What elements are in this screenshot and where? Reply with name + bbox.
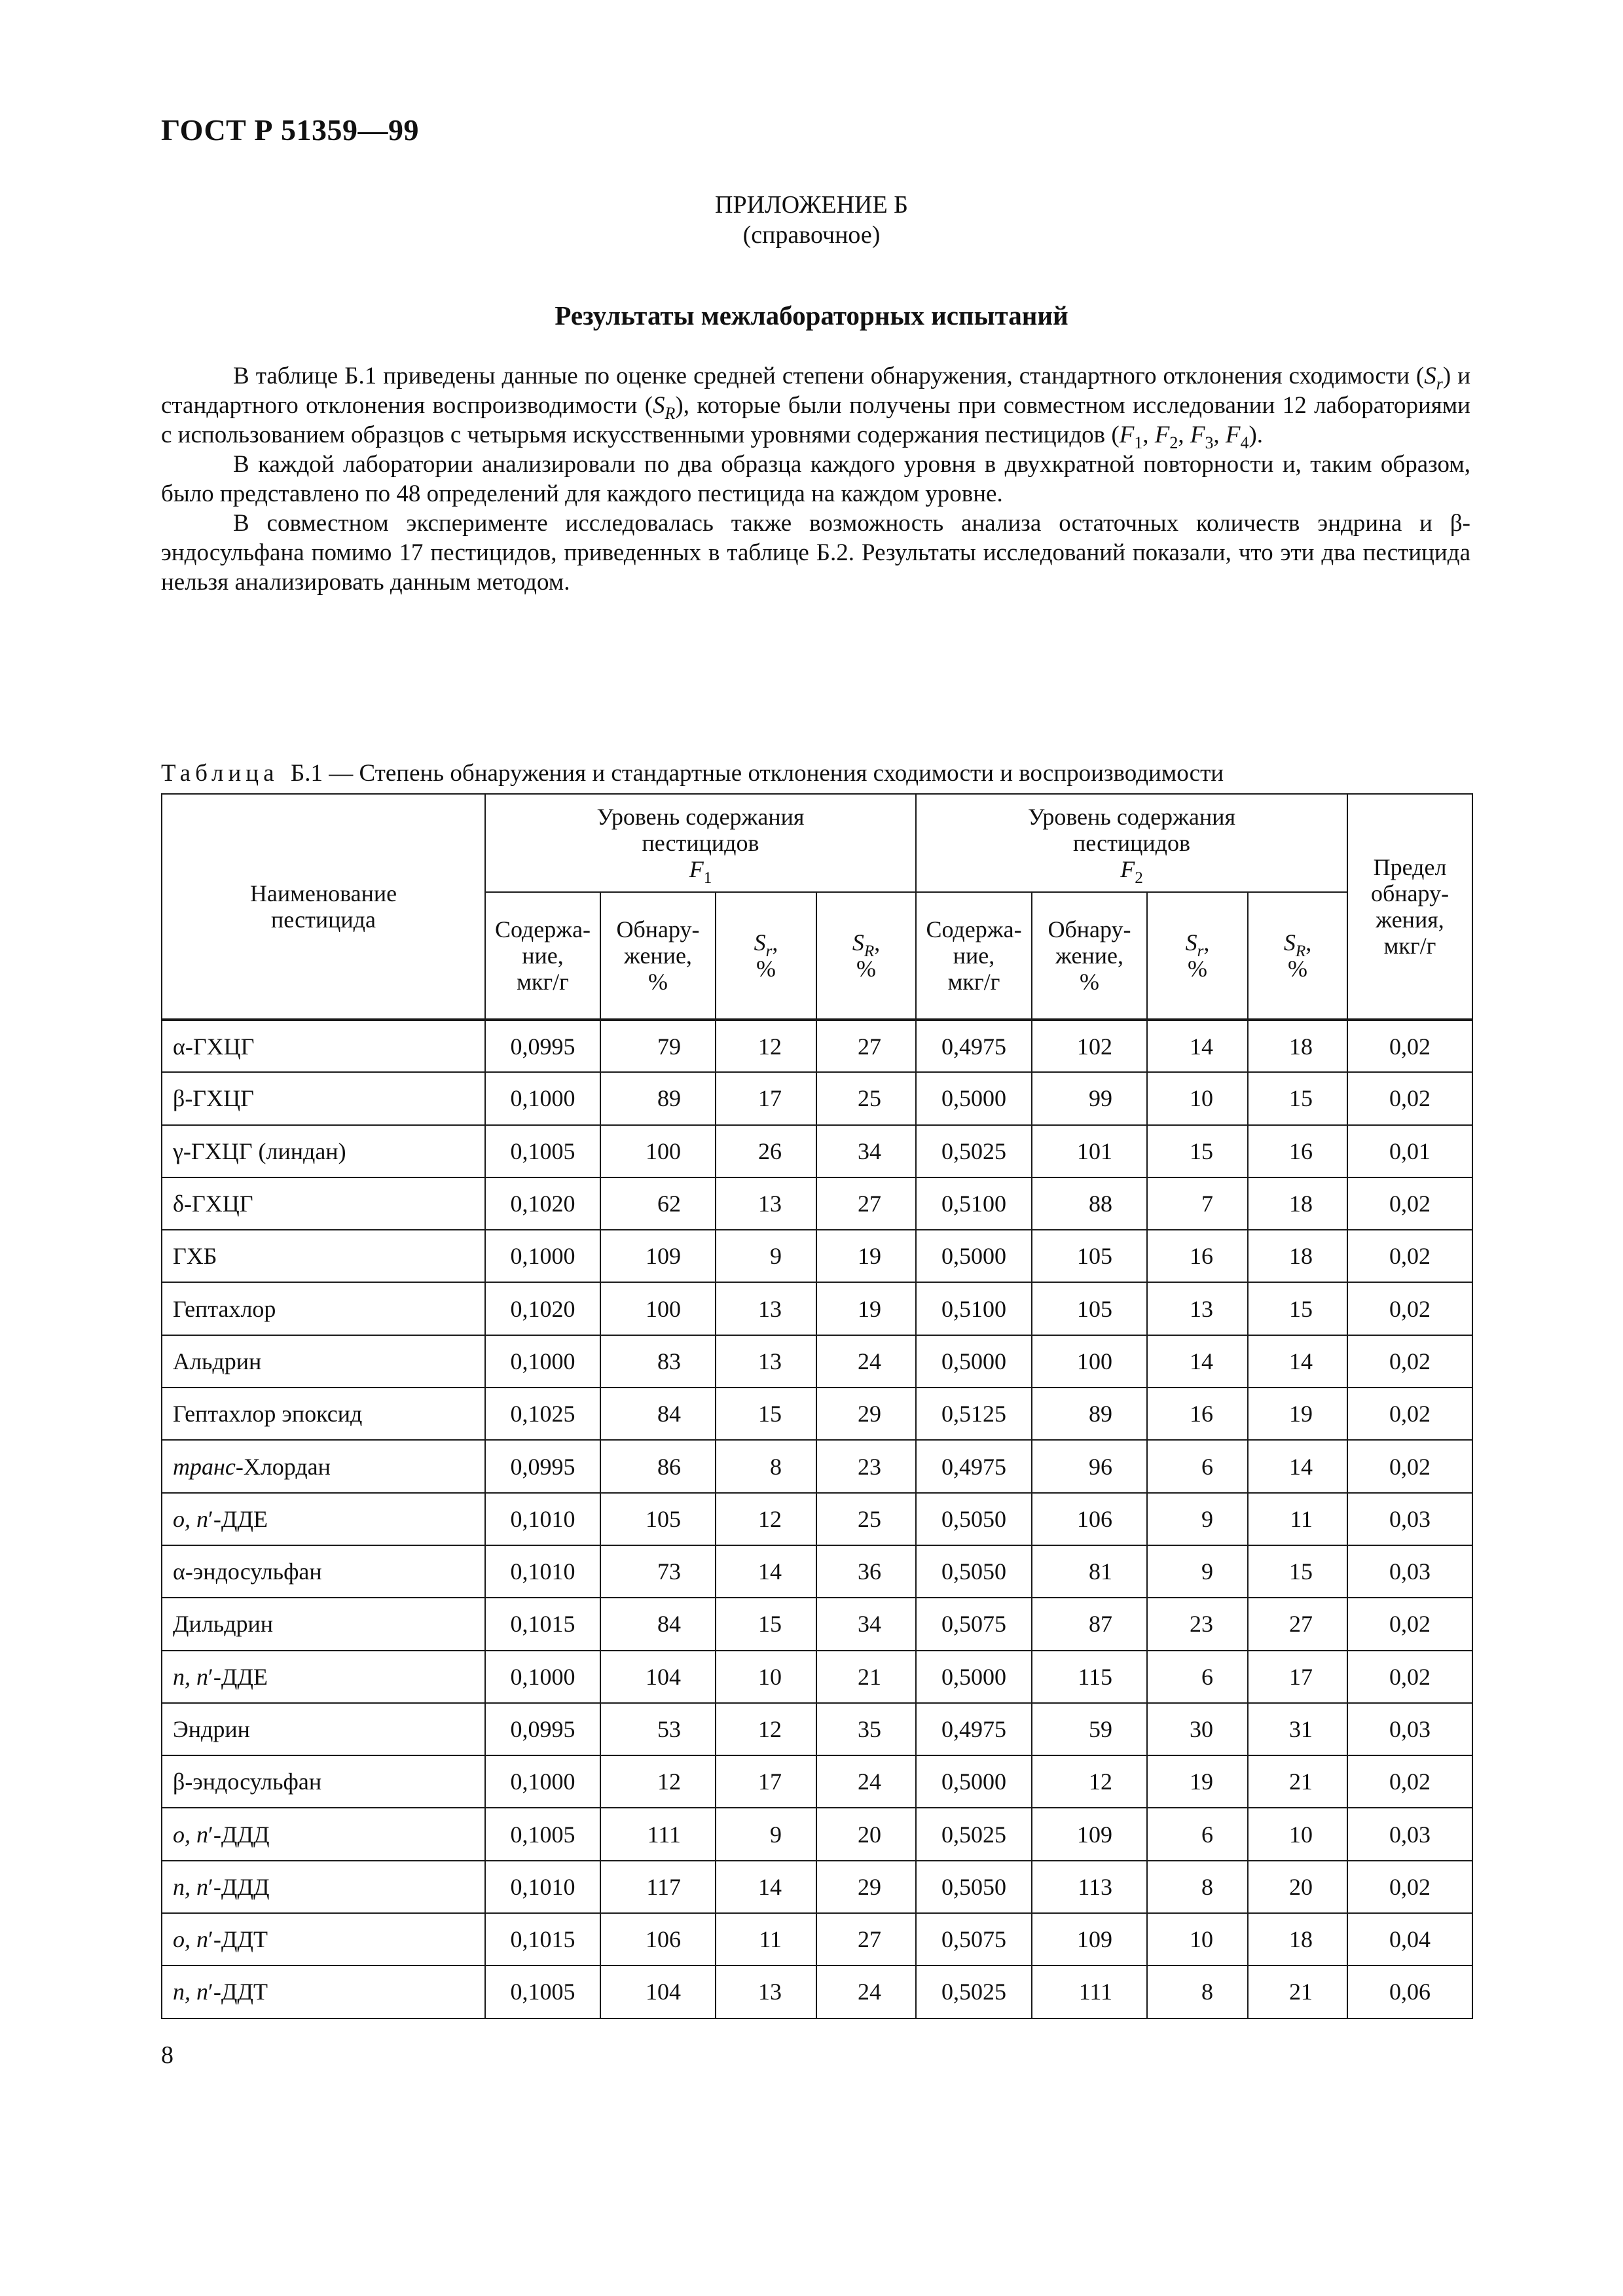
value-cell: 0,1015 (485, 1598, 600, 1650)
value-cell: 12 (1032, 1755, 1147, 1808)
table-caption (161, 759, 1470, 787)
value-cell: 19 (1248, 1388, 1347, 1440)
value-cell: 18 (1248, 1020, 1347, 1072)
table-row (162, 1493, 1472, 1545)
header-level-f1: Уровень содержания пестицидов $F_1$ (485, 794, 916, 892)
value-cell: 14 (1248, 1440, 1347, 1492)
value-cell: 9 (716, 1808, 816, 1860)
header-content-f1: Содержа- ние, мкг/г (485, 892, 600, 1020)
value-cell: 0,0995 (485, 1020, 600, 1072)
value-cell: 14 (1147, 1020, 1248, 1072)
paragraph: В таблице Б.1 приведены данные по оценке средней степени обнаружения, стандартного отклонения сходимости $(S_r)$ и стандартного отклонения воспроизводимости $(S_R)$, которые были получены при совместном исследовании 12 лабораториями с использованием образцов с четырьмя искусственными уровнями содержания пестицидов ($F_1$, $F_2$, $F_3$, $F_4$). (161, 363, 1471, 453)
value-cell: 0,5025 (916, 1808, 1032, 1860)
value-cell: 16 (1147, 1230, 1248, 1282)
value-cell: 88 (1032, 1177, 1147, 1230)
value-cell: 0,02 (1347, 1861, 1472, 1913)
pesticide-name-cell: п, п′-ДДД (162, 1861, 485, 1913)
value-cell: 7 (1147, 1177, 1248, 1230)
header-sR-f1: $S_R$, % (816, 892, 916, 1020)
value-cell: 106 (600, 1913, 716, 1965)
value-cell: 31 (1248, 1703, 1347, 1755)
value-cell: 59 (1032, 1703, 1147, 1755)
value-cell: 16 (1147, 1388, 1248, 1440)
value-cell: 0,5000 (916, 1230, 1032, 1282)
value-cell: 36 (816, 1545, 916, 1598)
value-cell: 0,1005 (485, 1808, 600, 1860)
value-cell: 19 (816, 1282, 916, 1335)
value-cell: 6 (1147, 1440, 1248, 1492)
value-cell: 0,5000 (916, 1072, 1032, 1124)
value-cell: 100 (1032, 1335, 1147, 1388)
value-cell: 0,5000 (916, 1651, 1032, 1703)
pesticide-name-cell: п, п′-ДДЕ (162, 1651, 485, 1703)
value-cell: 81 (1032, 1545, 1147, 1598)
pesticide-name-cell: ГХБ (162, 1230, 485, 1282)
value-cell: 24 (816, 1335, 916, 1388)
paragraph: В совместном эксперименте исследовалась также возможность анализа остаточных количеств эндрина и β-эндосульфана помимо 17 пестицидов, приведенных в таблице Б.2. Результаты исследований показали, что эти два пестицида нельзя анализировать данным методом. (161, 510, 1470, 596)
table-row (162, 1020, 1472, 1072)
value-cell: 10 (1147, 1913, 1248, 1965)
value-cell: 0,1010 (485, 1861, 600, 1913)
value-cell: 0,03 (1347, 1703, 1472, 1755)
table-row (162, 1703, 1472, 1755)
body-text (161, 361, 1470, 597)
value-cell: 18 (1248, 1177, 1347, 1230)
value-cell: 14 (716, 1861, 816, 1913)
value-cell: 0,02 (1347, 1598, 1472, 1650)
value-cell: 106 (1032, 1493, 1147, 1545)
value-cell: 10 (1248, 1808, 1347, 1860)
value-cell: 18 (1248, 1913, 1347, 1965)
value-cell: 0,5100 (916, 1177, 1032, 1230)
value-cell: 111 (600, 1808, 716, 1860)
value-cell: 12 (600, 1755, 716, 1808)
value-cell: 0,06 (1347, 1965, 1472, 2018)
value-cell: 0,02 (1347, 1177, 1472, 1230)
value-cell: 99 (1032, 1072, 1147, 1124)
value-cell: 16 (1248, 1125, 1347, 1177)
value-cell: 84 (600, 1388, 716, 1440)
value-cell: 0,1010 (485, 1493, 600, 1545)
table-row (162, 1545, 1472, 1598)
table-row (162, 1651, 1472, 1703)
value-cell: 53 (600, 1703, 716, 1755)
value-cell: 0,02 (1347, 1440, 1472, 1492)
table-row (162, 1755, 1472, 1808)
value-cell: 87 (1032, 1598, 1147, 1650)
value-cell: 15 (1248, 1545, 1347, 1598)
table-row (162, 1177, 1472, 1230)
paragraph: В каждой лаборатории анализировали по два образца каждого уровня в двухкратной повторности и, таким образом, было представлено по 48 определений для каждого пестицида на каждом уровне. (161, 451, 1470, 507)
value-cell: 0,5125 (916, 1388, 1032, 1440)
value-cell: 109 (600, 1230, 716, 1282)
pesticide-name-cell: Дильдрин (162, 1598, 485, 1650)
pesticide-name-cell: о, п′-ДДТ (162, 1913, 485, 1965)
pesticide-name-cell: δ-ГХЦГ (162, 1177, 485, 1230)
value-cell: 62 (600, 1177, 716, 1230)
page-number: 8 (161, 2041, 173, 2069)
value-cell: 0,03 (1347, 1493, 1472, 1545)
value-cell: 35 (816, 1703, 916, 1755)
value-cell: 26 (716, 1125, 816, 1177)
pesticide-name-cell: γ-ГХЦГ (линдан) (162, 1125, 485, 1177)
header-sr-f2: $S_r$, % (1147, 892, 1248, 1020)
value-cell: 8 (1147, 1965, 1248, 2018)
results-table (161, 793, 1473, 2019)
document-code: ГОСТ Р 51359—99 (161, 113, 419, 147)
value-cell: 109 (1032, 1808, 1147, 1860)
value-cell: 0,5025 (916, 1965, 1032, 2018)
value-cell: 104 (600, 1651, 716, 1703)
value-cell: 105 (1032, 1230, 1147, 1282)
table-caption-text: Б.1 — Степень обнаружения и стандартные отклонения сходимости и воспроизводимости (291, 760, 1224, 787)
pesticide-name-cell: Альдрин (162, 1335, 485, 1388)
pesticide-name-cell: Гептахлор эпоксид (162, 1388, 485, 1440)
value-cell: 11 (1248, 1493, 1347, 1545)
value-cell: 15 (1248, 1282, 1347, 1335)
value-cell: 104 (600, 1965, 716, 2018)
value-cell: 0,02 (1347, 1388, 1472, 1440)
value-cell: 0,04 (1347, 1913, 1472, 1965)
section-title: Результаты межлабораторных испытаний (555, 300, 1068, 331)
value-cell: 0,1020 (485, 1177, 600, 1230)
value-cell: 14 (1248, 1335, 1347, 1388)
table-row (162, 1230, 1472, 1282)
value-cell: 89 (1032, 1388, 1147, 1440)
value-cell: 0,0995 (485, 1703, 600, 1755)
value-cell: 17 (716, 1755, 816, 1808)
value-cell: 0,5050 (916, 1545, 1032, 1598)
value-cell: 84 (600, 1598, 716, 1650)
value-cell: 27 (816, 1177, 916, 1230)
value-cell: 0,5050 (916, 1861, 1032, 1913)
value-cell: 0,02 (1347, 1230, 1472, 1282)
header-sR-f2: $S_R$, % (1248, 892, 1347, 1020)
value-cell: 111 (1032, 1965, 1147, 2018)
pesticide-name-cell: Эндрин (162, 1703, 485, 1755)
value-cell: 0,02 (1347, 1282, 1472, 1335)
value-cell: 0,5100 (916, 1282, 1032, 1335)
value-cell: 15 (716, 1598, 816, 1650)
value-cell: 29 (816, 1861, 916, 1913)
table-caption-label: Таблица (161, 760, 279, 787)
value-cell: 0,5000 (916, 1335, 1032, 1388)
value-cell: 6 (1147, 1808, 1248, 1860)
value-cell: 24 (816, 1965, 916, 2018)
value-cell: 0,1005 (485, 1125, 600, 1177)
value-cell: 30 (1147, 1703, 1248, 1755)
value-cell: 19 (816, 1230, 916, 1282)
value-cell: 0,1020 (485, 1282, 600, 1335)
value-cell: 102 (1032, 1020, 1147, 1072)
value-cell: 0,5050 (916, 1493, 1032, 1545)
value-cell: 24 (816, 1755, 916, 1808)
value-cell: 21 (1248, 1965, 1347, 2018)
table-row (162, 1913, 1472, 1965)
table-row (162, 1965, 1472, 2018)
pesticide-name-cell: β-эндосульфан (162, 1755, 485, 1808)
value-cell: 6 (1147, 1651, 1248, 1703)
value-cell: 9 (716, 1230, 816, 1282)
pesticide-name-cell: транс-Хлордан (162, 1440, 485, 1492)
value-cell: 0,02 (1347, 1755, 1472, 1808)
value-cell: 12 (716, 1703, 816, 1755)
value-cell: 14 (1147, 1335, 1248, 1388)
value-cell: 0,1025 (485, 1388, 600, 1440)
value-cell: 105 (1032, 1282, 1147, 1335)
value-cell: 19 (1147, 1755, 1248, 1808)
value-cell: 0,5025 (916, 1125, 1032, 1177)
value-cell: 27 (816, 1020, 916, 1072)
value-cell: 29 (816, 1388, 916, 1440)
value-cell: 11 (716, 1913, 816, 1965)
value-cell: 27 (1248, 1598, 1347, 1650)
value-cell: 9 (1147, 1545, 1248, 1598)
header-pesticide-name: Наименование пестицида (162, 794, 485, 1020)
value-cell: 113 (1032, 1861, 1147, 1913)
value-cell: 0,1000 (485, 1651, 600, 1703)
value-cell: 0,4975 (916, 1703, 1032, 1755)
value-cell: 0,1000 (485, 1072, 600, 1124)
appendix-subtitle: (справочное) (742, 221, 881, 249)
value-cell: 73 (600, 1545, 716, 1598)
pesticide-name-cell: о, п′-ДДЕ (162, 1493, 485, 1545)
value-cell: 25 (816, 1493, 916, 1545)
value-cell: 21 (1248, 1755, 1347, 1808)
value-cell: 89 (600, 1072, 716, 1124)
header-level-f2: Уровень содержания пестицидов $F_2$ (916, 794, 1347, 892)
value-cell: 8 (1147, 1861, 1248, 1913)
value-cell: 105 (600, 1493, 716, 1545)
pesticide-name-cell: α-ГХЦГ (162, 1020, 485, 1072)
pesticide-name-cell: α-эндосульфан (162, 1545, 485, 1598)
value-cell: 0,1005 (485, 1965, 600, 2018)
header-detection-limit: Предел обнару- жения, мкг/г (1347, 794, 1472, 1020)
value-cell: 117 (600, 1861, 716, 1913)
value-cell: 20 (1248, 1861, 1347, 1913)
pesticide-name-cell: β-ГХЦГ (162, 1072, 485, 1124)
header-content-f2: Содержа- ние, мкг/г (916, 892, 1032, 1020)
value-cell: 100 (600, 1125, 716, 1177)
value-cell: 0,1000 (485, 1335, 600, 1388)
value-cell: 17 (716, 1072, 816, 1124)
appendix-title: ПРИЛОЖЕНИЕ Б (715, 191, 908, 219)
value-cell: 21 (816, 1651, 916, 1703)
appendix-heading (0, 190, 1623, 250)
table-body (162, 1020, 1472, 2018)
table-row (162, 1598, 1472, 1650)
table-row (162, 1808, 1472, 1860)
pesticide-name-cell: п, п′-ДДТ (162, 1965, 485, 2018)
value-cell: 0,1010 (485, 1545, 600, 1598)
value-cell: 17 (1248, 1651, 1347, 1703)
value-cell: 100 (600, 1282, 716, 1335)
value-cell: 0,0995 (485, 1440, 600, 1492)
value-cell: 13 (716, 1177, 816, 1230)
value-cell: 0,02 (1347, 1335, 1472, 1388)
value-cell: 96 (1032, 1440, 1147, 1492)
value-cell: 15 (716, 1388, 816, 1440)
value-cell: 101 (1032, 1125, 1147, 1177)
value-cell: 25 (816, 1072, 916, 1124)
value-cell: 83 (600, 1335, 716, 1388)
table-row (162, 1335, 1472, 1388)
value-cell: 0,02 (1347, 1020, 1472, 1072)
table-row (162, 1072, 1472, 1124)
header-sr-f1: $S_r$, % (716, 892, 816, 1020)
value-cell: 9 (1147, 1493, 1248, 1545)
table-row (162, 1861, 1472, 1913)
value-cell: 18 (1248, 1230, 1347, 1282)
value-cell: 15 (1248, 1072, 1347, 1124)
value-cell: 23 (1147, 1598, 1248, 1650)
value-cell: 8 (716, 1440, 816, 1492)
pesticide-name-cell: о, п′-ДДД (162, 1808, 485, 1860)
value-cell: 109 (1032, 1913, 1147, 1965)
value-cell: 13 (1147, 1282, 1248, 1335)
value-cell: 0,03 (1347, 1545, 1472, 1598)
value-cell: 0,02 (1347, 1072, 1472, 1124)
header-detection-f1: Обнару- жение, % (600, 892, 716, 1020)
value-cell: 0,01 (1347, 1125, 1472, 1177)
value-cell: 15 (1147, 1125, 1248, 1177)
value-cell: 0,02 (1347, 1651, 1472, 1703)
value-cell: 0,5075 (916, 1913, 1032, 1965)
value-cell: 12 (716, 1493, 816, 1545)
header-detection-f2: Обнару- жение, % (1032, 892, 1147, 1020)
value-cell: 14 (716, 1545, 816, 1598)
value-cell: 34 (816, 1125, 916, 1177)
value-cell: 0,5000 (916, 1755, 1032, 1808)
value-cell: 0,03 (1347, 1808, 1472, 1860)
table-row (162, 1125, 1472, 1177)
value-cell: 13 (716, 1282, 816, 1335)
value-cell: 13 (716, 1965, 816, 2018)
value-cell: 10 (1147, 1072, 1248, 1124)
value-cell: 79 (600, 1020, 716, 1072)
table-row (162, 1282, 1472, 1335)
value-cell: 34 (816, 1598, 916, 1650)
value-cell: 86 (600, 1440, 716, 1492)
value-cell: 0,4975 (916, 1020, 1032, 1072)
value-cell: 0,1000 (485, 1755, 600, 1808)
value-cell: 13 (716, 1335, 816, 1388)
value-cell: 20 (816, 1808, 916, 1860)
value-cell: 0,4975 (916, 1440, 1032, 1492)
value-cell: 27 (816, 1913, 916, 1965)
value-cell: 0,5075 (916, 1598, 1032, 1650)
value-cell: 23 (816, 1440, 916, 1492)
value-cell: 12 (716, 1020, 816, 1072)
value-cell: 115 (1032, 1651, 1147, 1703)
pesticide-name-cell: Гептахлор (162, 1282, 485, 1335)
value-cell: 10 (716, 1651, 816, 1703)
table-row (162, 1440, 1472, 1492)
table-row (162, 1388, 1472, 1440)
value-cell: 0,1000 (485, 1230, 600, 1282)
value-cell: 0,1015 (485, 1913, 600, 1965)
